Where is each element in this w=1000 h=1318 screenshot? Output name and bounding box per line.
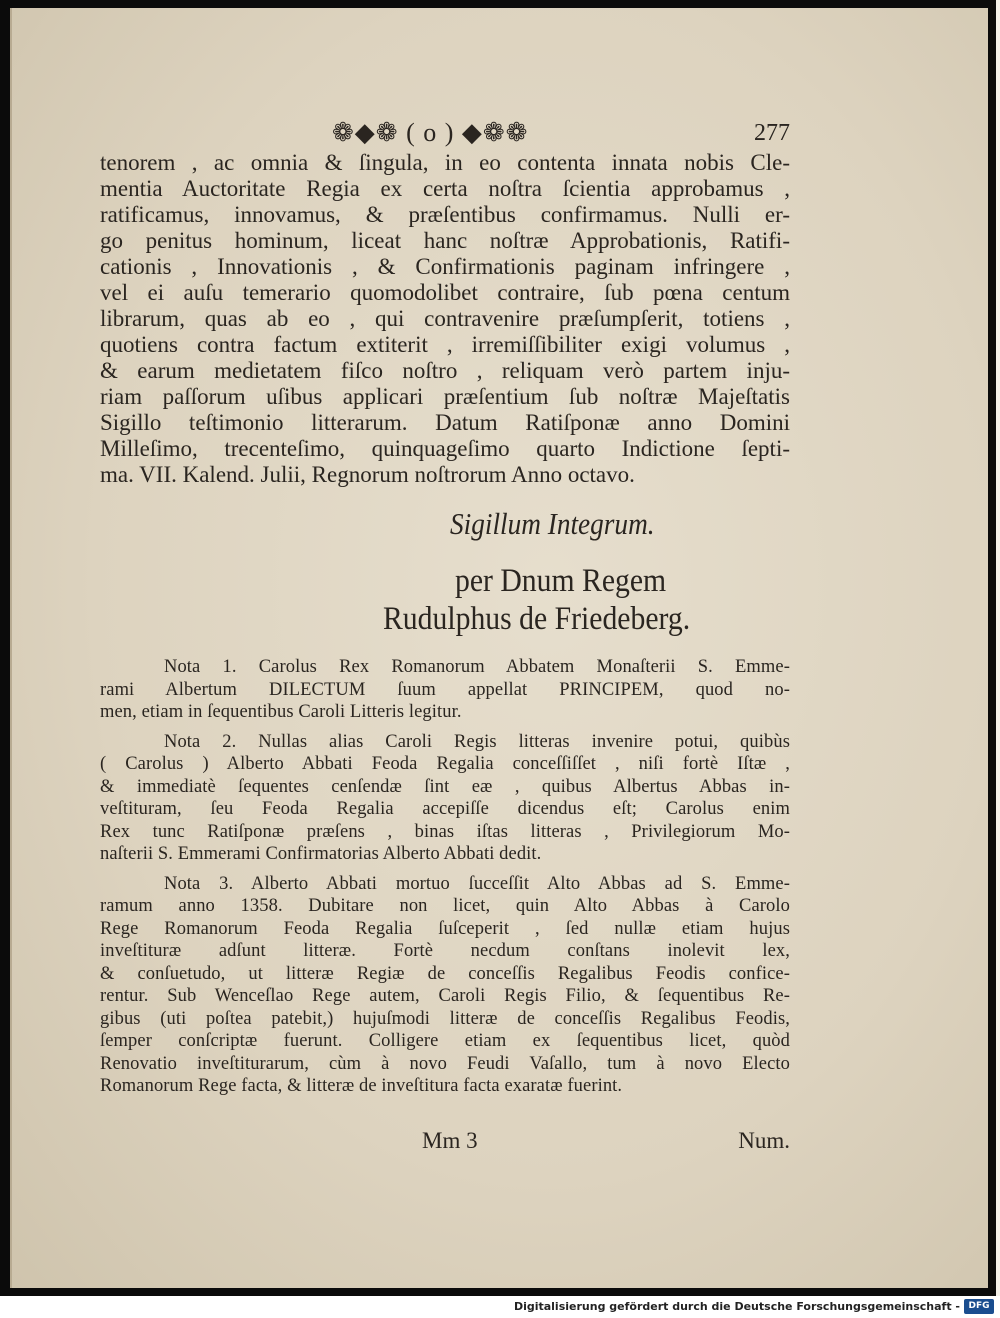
note-line: ſemper conſcriptæ fuerunt. Colligere etiam ex ſequentibus licet, quòd xyxy=(100,1031,790,1051)
note-line: Nota 1. Carolus Rex Romanorum Abbatem Monaſterii S. Emme- xyxy=(164,657,790,677)
text-line: & earum medietatem fiſco noſtro , reliquam verò partem inju- xyxy=(100,358,790,383)
note-line: inveſtituræ adſunt litteræ. Fortè necdum conſtans inolevit lex, xyxy=(100,941,790,961)
note-line: Rege Romanorum Feoda Regalia ſuſceperit , ſed nullæ etiam hujus xyxy=(100,918,790,939)
note-line: Nota 2. Nullas alias Caroli Regis litteras invenire potui, quibùs xyxy=(164,731,790,752)
note-line: rentur. Sub Wenceſlao Rege autem, Caroli Regis Filio, & ſequentibus Re- xyxy=(100,986,790,1006)
main-paragraph xyxy=(100,150,790,488)
note-line: veſtituram, ſeu Feoda Regalia accepiſſe dicendus eſt; Carolus enim xyxy=(100,799,790,819)
page-number: 277 xyxy=(754,120,790,146)
note-line: gibus (uti poſtea patebit,) hujuſmodi litteræ de conceſſis Regalibus Feodis, xyxy=(100,1008,790,1029)
note-line: rami Albertum DILECTUM ſuum appellat PRINCIPEM, quod no- xyxy=(100,679,790,700)
note-line: ( Carolus ) Alberto Abbati Feoda Regalia conceſſiſſet , niſi fortè Iſtæ , xyxy=(100,754,790,774)
signature-line-1: per Dnum Regem xyxy=(455,563,667,599)
catchword: Num. xyxy=(738,1128,790,1153)
note-line: & conſuetudo, ut litteræ Regiæ de conceſſis Regalibus Feodis confice- xyxy=(100,963,790,984)
text-line: ratificamus, innovamus, & præſentibus confirmamus. Nulli er- xyxy=(100,202,790,227)
note-line: Nota 3. Alberto Abbati mortuo ſucceſſit Alto Abbas ad S. Emme- xyxy=(164,873,790,894)
text-line: quotiens contra factum extiterit , irremiſſibiliter exigi volumus , xyxy=(100,332,790,357)
signature-line-2: Rudulphus de Friedeberg. xyxy=(383,601,691,637)
dfg-logo-icon: DFG xyxy=(964,1299,994,1314)
seal-line: Sigillum Integrum. xyxy=(450,506,655,541)
page-footer xyxy=(100,1120,790,1160)
header-ornament: ❁◆❁ ( o ) ◆❁❁ xyxy=(332,118,529,147)
credit-text: Digitalisierung gefördert durch die Deutsche Forschungsgemeinschaft - xyxy=(513,1300,960,1313)
credit-bar xyxy=(0,1296,1000,1318)
note-2 xyxy=(100,731,790,866)
text-line: mentia Auctoritate Regia ex certa noſtra ſcientia approbamus , xyxy=(100,176,790,201)
signature-mark: Mm 3 xyxy=(422,1128,478,1153)
text-line: riam paſſorum uſibus applicari præſentium ſub noſtræ Majeſtatis xyxy=(100,384,790,409)
note-line: Romanorum Rege facta, & litteræ de inveſtitura facta exaratæ fuerint. xyxy=(100,1076,623,1096)
text-line: vel ei auſu temerario quomodolibet contraire, ſub pœna centum xyxy=(100,280,790,305)
notes-section xyxy=(100,656,790,1105)
note-3 xyxy=(100,873,790,1098)
note-line: Renovatio inveſtiturarum, cùm à novo Feudi Vaſallo, tum à novo Electo xyxy=(100,1053,790,1074)
text-line: Sigillo teſtimonio litterarum. Datum Ratiſponæ anno Domini xyxy=(100,410,790,435)
note-line: Rex tunc Ratiſponæ præſens , binas iſtas litteras , Privilegiorum Mo- xyxy=(100,821,790,842)
text-line: ma. VII. Kalend. Julii, Regnorum noſtrorum Anno octavo. xyxy=(100,462,635,487)
text-line: go penitus hominum, liceat hanc noſtræ Approbationis, Ratifi- xyxy=(100,228,790,253)
text-line: cationis , Innovationis , & Confirmationis paginam infringere , xyxy=(100,254,790,279)
text-line: librarum, quas ab eo , qui contravenire præſumpſerit, totiens , xyxy=(100,306,790,331)
text-line: Milleſimo, trecenteſimo, quinquageſimo quarto Indictione ſepti- xyxy=(100,436,790,461)
note-line: naſterii S. Emmerami Confirmatorias Alberto Abbati dedit. xyxy=(100,844,542,864)
note-line: ramum anno 1358. Dubitare non licet, quin Alto Abbas à Carolo xyxy=(100,896,790,916)
note-line: men, etiam in ſequentibus Caroli Litteris legitur. xyxy=(100,702,462,722)
note-line: & immediatè ſequentes cenſendæ ſint eæ , quibus Albertus Abbas in- xyxy=(100,776,790,797)
text-line: tenorem , ac omnia & ſingula, in eo contenta innata nobis Cle- xyxy=(100,150,790,175)
note-1 xyxy=(100,656,790,724)
